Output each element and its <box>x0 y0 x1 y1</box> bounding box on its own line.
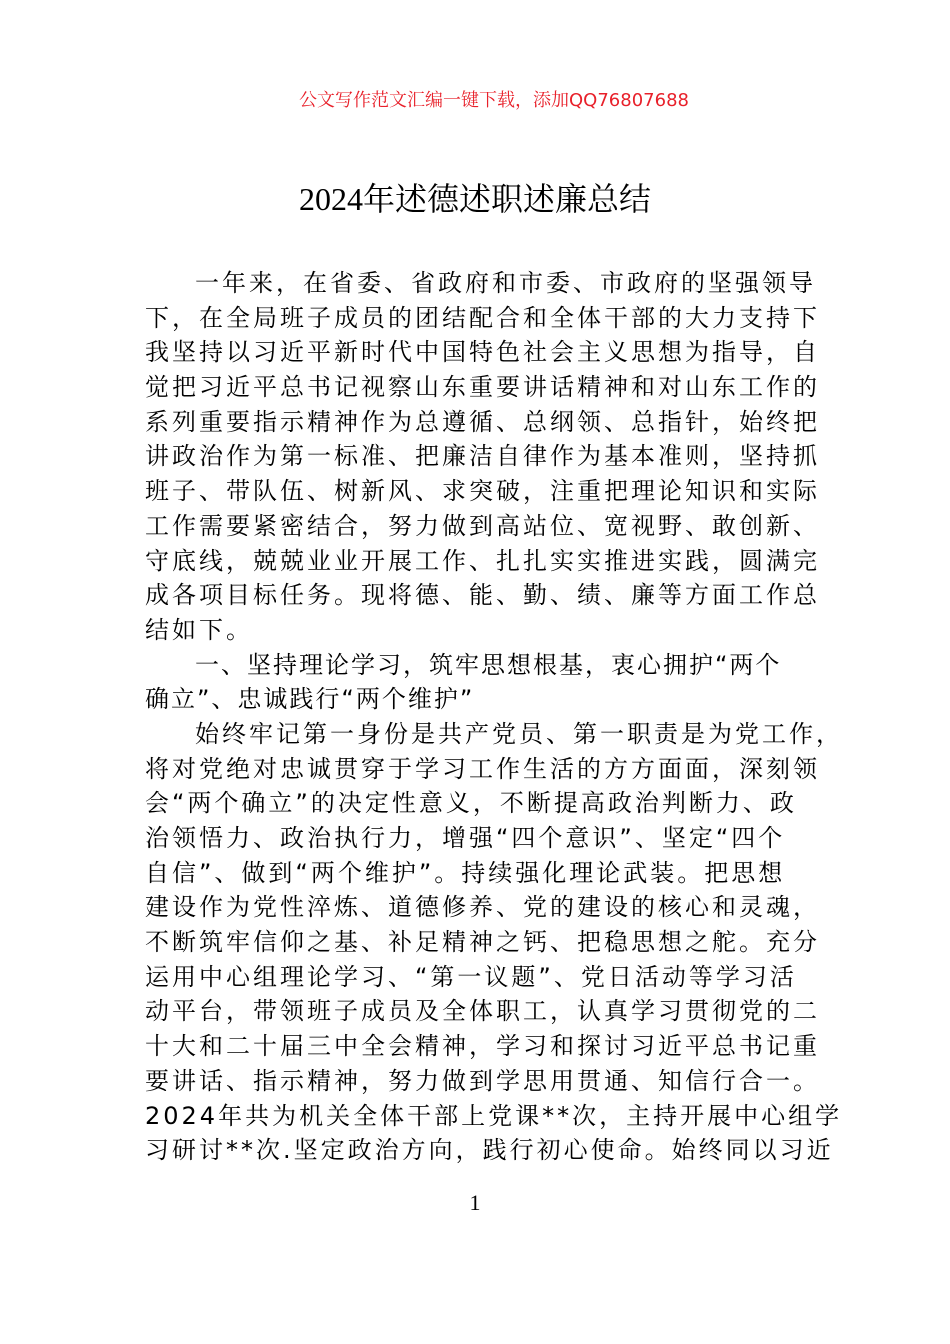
document-body <box>145 266 843 1168</box>
text-line: 觉把习近平总书记视察山东重要讲话精神和对山东工作的 <box>145 373 820 402</box>
text-line: 始终牢记第一身份是共产党员、第一职责是为党工作， <box>195 719 843 748</box>
text-line: 治领悟力、政治执行力，增强“四个意识”、坚定“四个 <box>145 824 786 852</box>
text-line: 运用中心组理论学习、“第一议题”、党日活动等学习活 <box>145 962 797 991</box>
text-line: 系列重要指示精神作为总遵循、总纲领、总指针，始终把 <box>145 407 820 436</box>
text-line: 习研讨**次.坚定政治方向，践行初心使命。始终同以习近 <box>145 1136 834 1165</box>
text-line: 不断筑牢信仰之基、补足精神之钙、把稳思想之舵。充分 <box>145 928 820 957</box>
text-line: 要讲话、指示精神，努力做到学思用贯通、知信行合一。 <box>145 1066 820 1095</box>
text-line: 讲政治作为第一标准、把廉洁自律作为基本准则，坚持抓 <box>145 442 820 471</box>
document-title: 2024年述德述职述廉总结 <box>298 181 651 217</box>
section-heading <box>145 648 825 717</box>
page-number: 1 <box>469 1190 481 1215</box>
text-line: 2024年共为机关全体干部上党课**次，主持开展中心组学 <box>145 1101 843 1130</box>
paragraph-intro <box>145 266 825 648</box>
text-line: 守底线，兢兢业业开展工作、扎扎实实推进实践，圆满完 <box>145 546 820 575</box>
text-line: 动平台，带领班子成员及全体职工，认真学习贯彻党的二 <box>145 997 820 1026</box>
text-line: 工作需要紧密结合，努力做到高站位、宽视野、敢创新、 <box>145 511 820 540</box>
text-line: 下，在全局班子成员的团结配合和全体干部的大力支持下 <box>145 303 820 332</box>
text-line: 确立”、忠诚践行“两个维护” <box>145 685 475 714</box>
text-line: 自信”、做到“两个维护”。持续强化理论武装。把思想 <box>145 858 786 887</box>
text-line: 一年来，在省委、省政府和市委、市政府的坚强领导 <box>195 269 816 297</box>
text-line: 成各项目标任务。现将德、能、勤、绩、廉等方面工作总 <box>145 581 820 610</box>
text-line: 会“两个确立”的决定性意义，不断提高政治判断力、政 <box>145 789 797 818</box>
text-line: 十大和二十届三中全会精神，学习和探讨习近平总书记重 <box>145 1032 820 1061</box>
text-line: 建设作为党性淬炼、道德修养、党的建设的核心和灵魂， <box>145 893 820 922</box>
text-line: 结如下。 <box>145 615 253 644</box>
text-line: 我坚持以习近平新时代中国特色社会主义思想为指导，自 <box>145 338 820 367</box>
paragraph-section-1 <box>145 717 843 1168</box>
text-line: 将对党绝对忠诚贯穿于学习工作生活的方方面面，深刻领 <box>145 754 820 783</box>
text-line: 班子、带队伍、树新风、求突破，注重把理论知识和实际 <box>145 477 820 506</box>
text-line: 一、坚持理论学习，筑牢思想根基，衷心拥护“两个 <box>195 650 782 679</box>
watermark-banner: 公文写作范文汇编一键下载，添加QQ76807688 <box>299 90 689 111</box>
